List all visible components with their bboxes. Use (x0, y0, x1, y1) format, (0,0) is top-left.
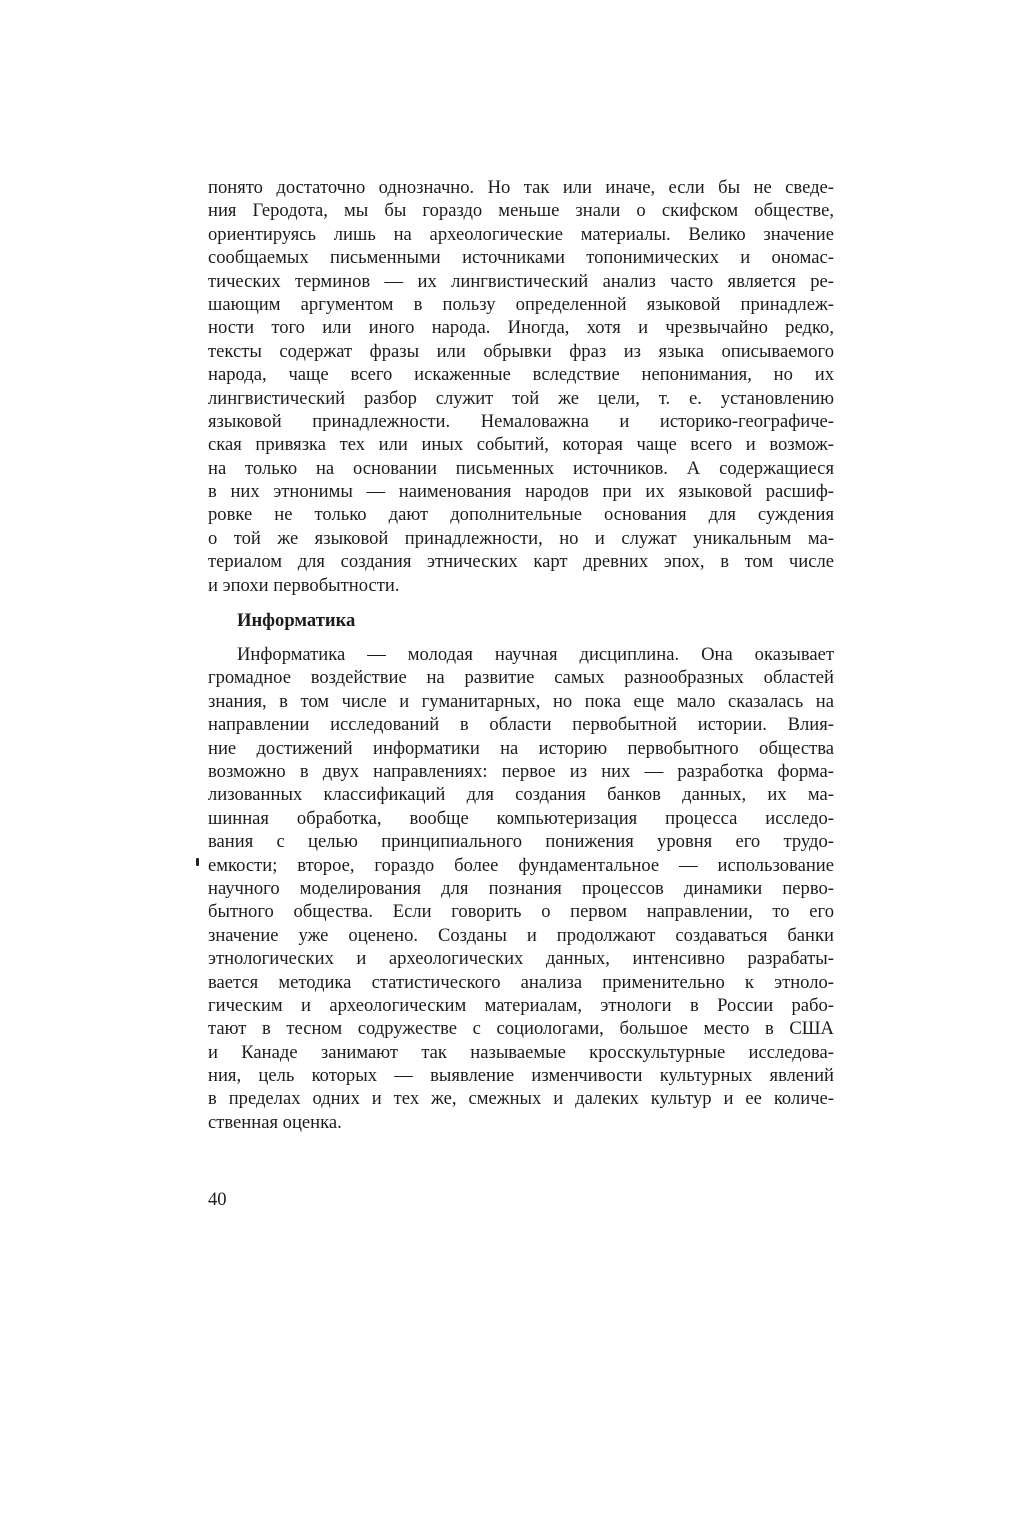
text-line: шающим аргументом в пользу определенной языковой принадлеж- (208, 293, 834, 315)
text-line: шинная обработка, вообще компьютеризация процесса исследо- (208, 807, 834, 829)
page-body (208, 176, 834, 1134)
text-line: бытного общества. Если говорить о первом направлении, то его (208, 901, 834, 923)
text-line: ния, цель которых — выявление изменчивости культурных явлений (208, 1065, 834, 1087)
text-line: Информатика — молодая научная дисциплина. Она оказывает (237, 644, 834, 666)
text-line: ние достижений информатики на историю первобытного общества (208, 737, 834, 759)
text-line: тических терминов — их лингвистический анализ часто является ре- (208, 270, 834, 292)
section-heading: Информатика (237, 610, 356, 632)
text-line: лизованных классификаций для создания банков данных, их ма- (208, 784, 834, 806)
text-line: значение уже оценено. Созданы и продолжают создаваться банки (208, 924, 834, 946)
text-line: громадное воздействие на развитие самых разнообразных областей (208, 667, 834, 689)
text-line: гическим и археологическим материалам, этнологи в России рабо- (208, 994, 834, 1016)
text-line: этнологических и археологических данных, интенсивно разрабаты- (208, 948, 834, 970)
text-line: териалом для создания этнических карт древних эпох, в том числе (208, 551, 834, 573)
text-line: тексты содержат фразы или обрывки фраз из языка описываемого (208, 340, 834, 362)
margin-mark (196, 858, 199, 866)
text-line: в пределах одних и тех же, смежных и далеких культур и ее количе- (208, 1088, 834, 1110)
paragraph-informatics (208, 643, 834, 1134)
text-line: ния Геродота, мы бы гораздо меньше знали о скифском обществе, (208, 200, 834, 222)
text-line: ровке не только дают дополнительные основания для суждения (208, 504, 834, 526)
text-line: сообщаемых письменными источниками топонимических и ономас- (208, 247, 834, 269)
paragraph-herodotus (208, 176, 834, 597)
text-line: вания с целью принципиального понижения уровня его трудо- (208, 831, 834, 853)
text-line: тают в тесном содружестве с социологами, большое место в США (208, 1018, 834, 1040)
text-line: языковой принадлежности. Немаловажна и историко-географиче- (208, 410, 834, 432)
text-line: научного моделирования для познания процессов динамики перво- (208, 877, 834, 899)
text-line: и эпохи первобытности. (208, 574, 400, 596)
text-line: возможно в двух направлениях: первое из них — разработка форма- (208, 760, 834, 782)
text-line: о той же языковой принадлежности, но и служат уникальным ма- (208, 527, 834, 549)
text-line: емкости; второе, гораздо более фундаментальное — использование (208, 854, 834, 876)
text-line: понято достаточно однозначно. Но так или иначе, если бы не сведе- (208, 177, 834, 198)
text-line: на только на основании письменных источников. А содержащиеся (208, 457, 834, 479)
text-line: ственная оценка. (208, 1111, 342, 1133)
text-line: вается методика статистического анализа применительно к этноло- (208, 971, 834, 993)
text-line: ности того или иного народа. Иногда, хотя и чрезвычайно редко, (208, 317, 834, 339)
text-line: и Канаде занимают так называемые кросскультурные исследова- (208, 1041, 834, 1063)
text-line: ориентируясь лишь на археологические материалы. Велико значение (208, 223, 834, 245)
page-number: 40 (208, 1189, 227, 1210)
text-line: народа, чаще всего искаженные вследствие непонимания, но их (208, 364, 834, 386)
text-line: ская привязка тех или иных событий, которая чаще всего и возмож- (208, 434, 834, 456)
text-line: лингвистический разбор служит той же цели, т. е. установлению (208, 387, 834, 409)
text-line: направлении исследований в области первобытной истории. Влия- (208, 714, 834, 736)
text-line: знания, в том числе и гуманитарных, но пока еще мало сказалась на (208, 690, 834, 712)
text-line: в них этнонимы — наименования народов при их языковой расшиф- (208, 481, 834, 503)
